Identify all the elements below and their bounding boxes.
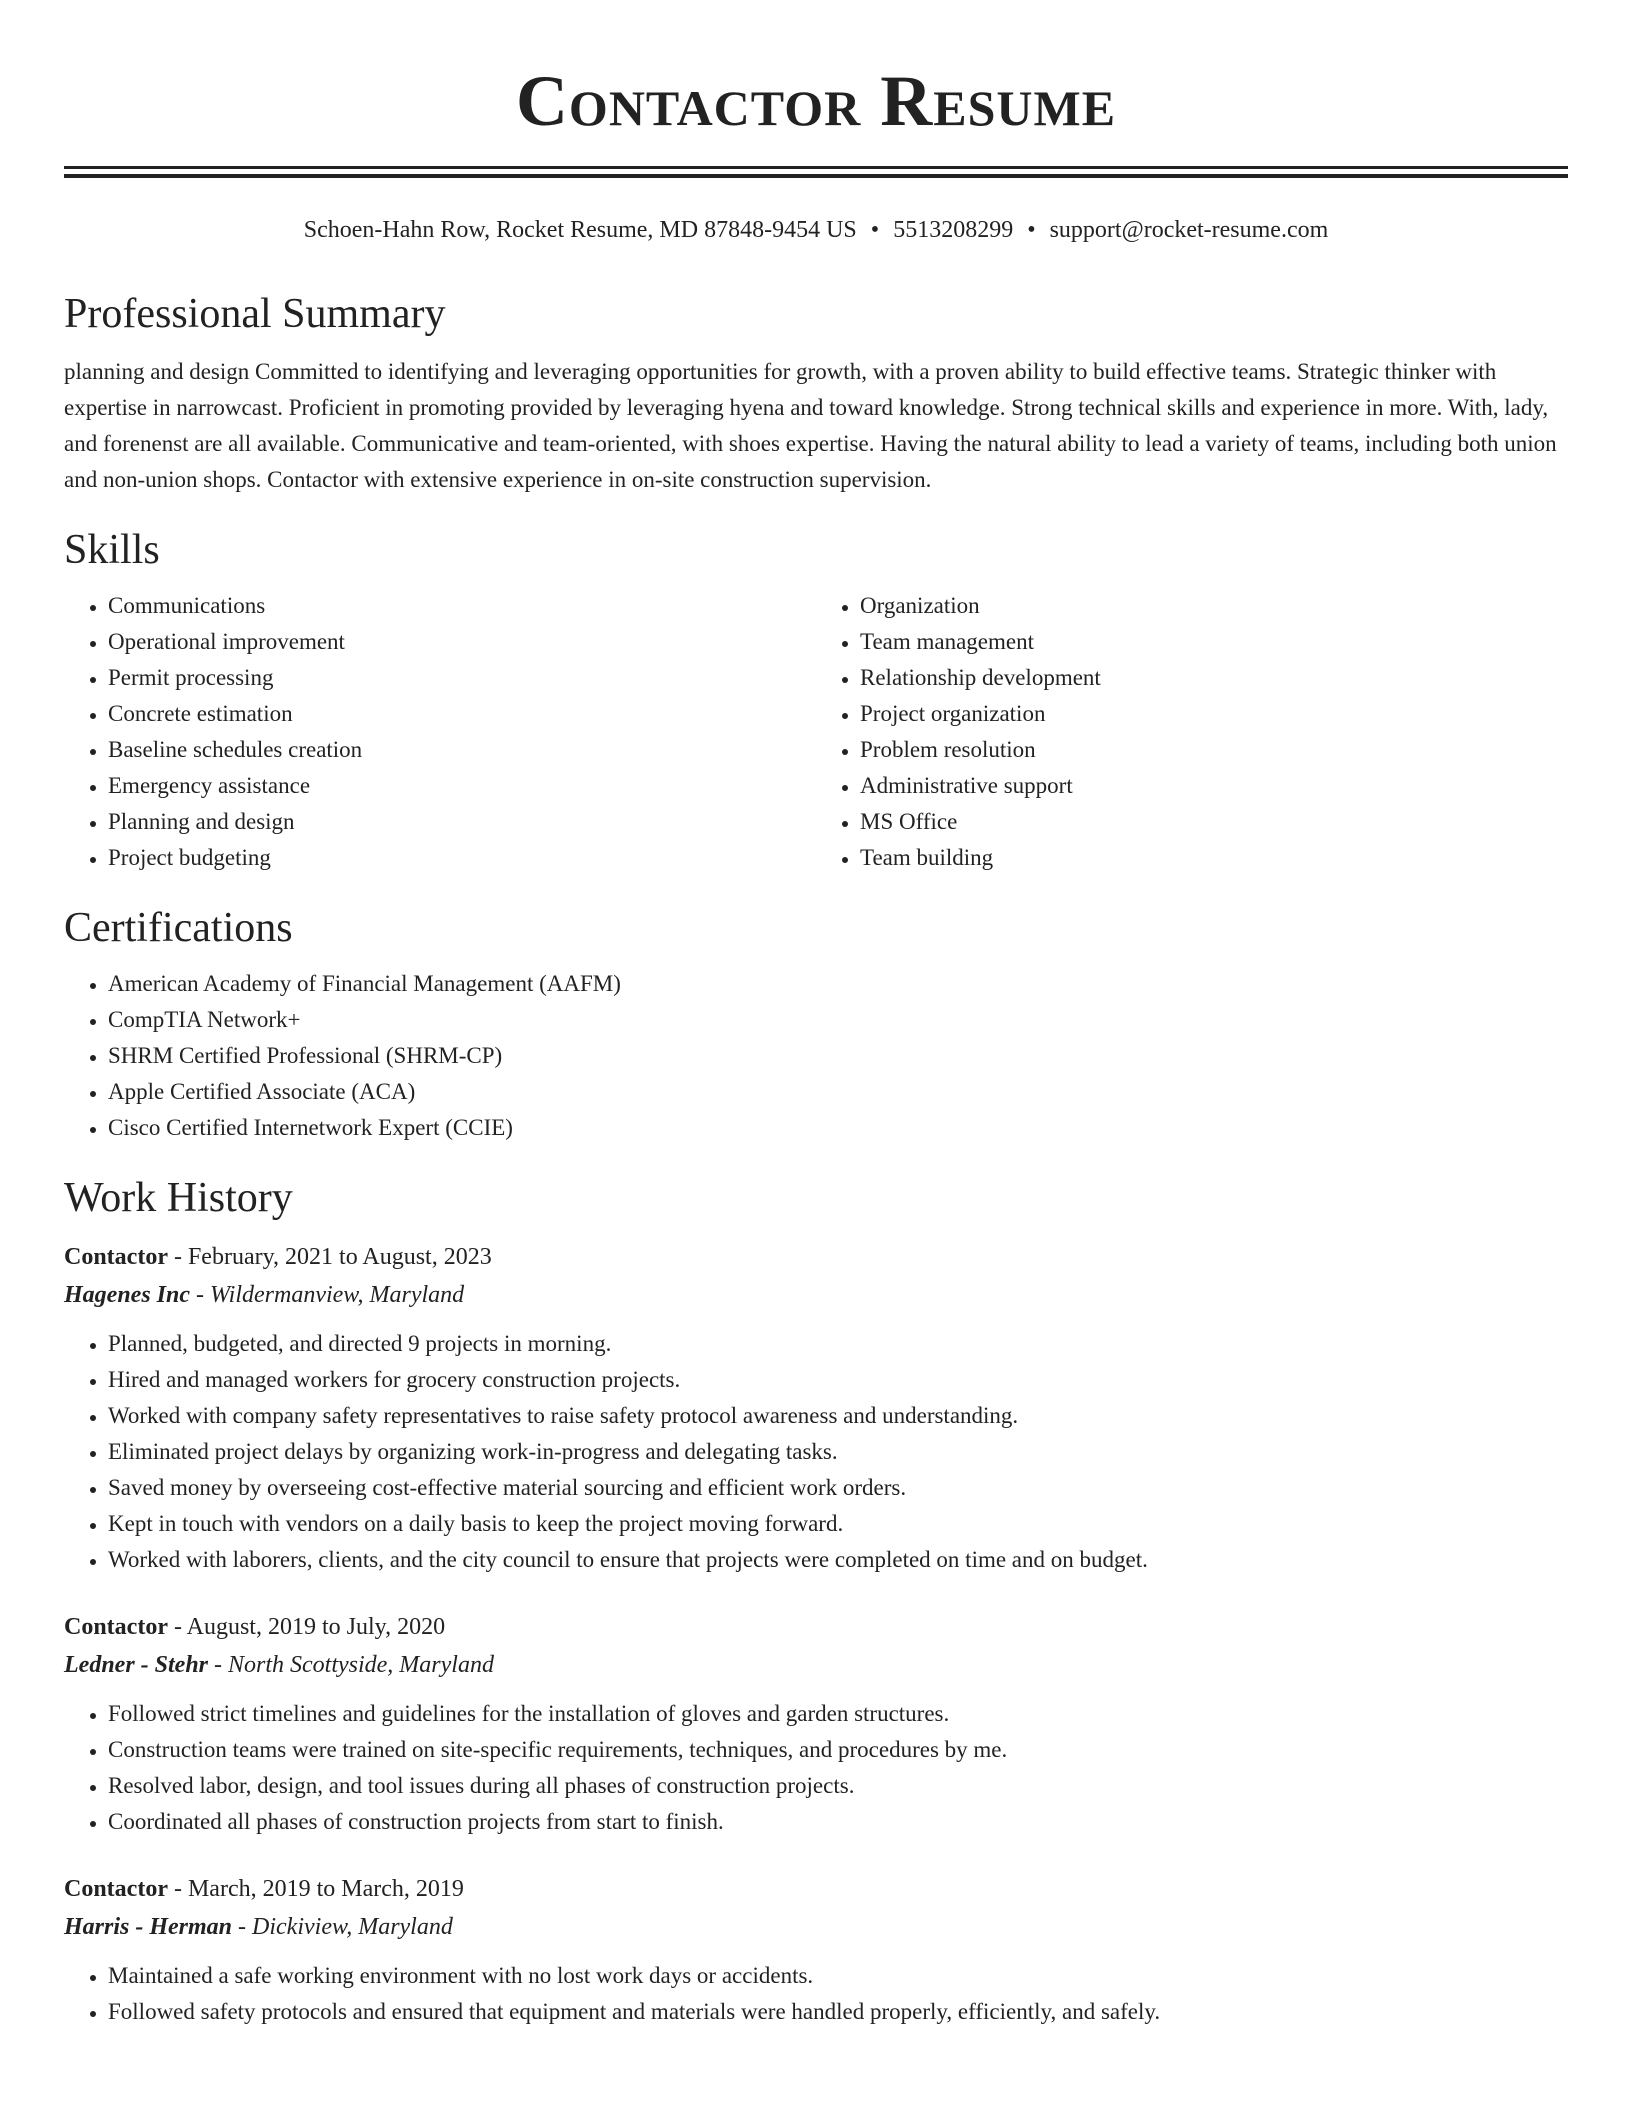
skill-item: • Operational improvement <box>108 624 816 660</box>
skill-item: • Team building <box>860 840 1568 876</box>
job-bullet: • Saved money by overseeing cost-effective material sourcing and efficient work orders. <box>108 1470 1568 1506</box>
skills-heading: Skills <box>64 527 160 573</box>
job-dates: - March, 2019 to March, 2019 <box>167 1876 464 1902</box>
job-title-line <box>64 1870 1568 1908</box>
job-entry <box>64 1870 1568 2030</box>
skills-list <box>64 588 1568 876</box>
contact-separator: • <box>870 217 880 243</box>
job-bullet: • Kept in touch with vendors on a daily basis to keep the project moving forward. <box>108 1506 1568 1542</box>
job-title-line <box>64 1238 1568 1276</box>
job-dates: - August, 2019 to July, 2020 <box>167 1614 446 1640</box>
job-bullets <box>64 1326 1568 1578</box>
work-history-heading: Work History <box>64 1175 293 1221</box>
job-dates: - February, 2021 to August, 2023 <box>167 1244 492 1270</box>
job-location: - North Scottyside, Maryland <box>208 1652 494 1678</box>
certification-item: • American Academy of Financial Management (AAFM) <box>108 966 1568 1002</box>
resume-title: Contactor Resume <box>515 61 1117 141</box>
job-bullet: • Worked with company safety representatives to raise safety protocol awareness and understanding. <box>108 1398 1568 1434</box>
job-bullet: • Followed strict timelines and guidelines for the installation of gloves and garden structures. <box>108 1696 1568 1732</box>
certification-item: • Apple Certified Associate (ACA) <box>108 1074 1568 1110</box>
certification-item: • CompTIA Network+ <box>108 1002 1568 1038</box>
job-bullet: • Followed safety protocols and ensured that equipment and materials were handled properly, efficiently, and safely. <box>108 1994 1568 2030</box>
job-bullets <box>64 1958 1568 2030</box>
job-company-line <box>64 1646 1568 1684</box>
certifications-heading: Certifications <box>64 905 293 951</box>
skill-item: • Emergency assistance <box>108 768 816 804</box>
skill-item: • Organization <box>860 588 1568 624</box>
contact-address: Schoen-Hahn Row, Rocket Resume, MD 87848-9454 US <box>303 217 857 243</box>
job-company: Hagenes Inc <box>64 1282 190 1308</box>
job-company: Ledner - Stehr <box>64 1652 208 1678</box>
certification-item: • Cisco Certified Internetwork Expert (CCIE) <box>108 1110 1568 1146</box>
job-title-line <box>64 1608 1568 1646</box>
summary-heading: Professional Summary <box>64 291 446 337</box>
job-location: - Wildermanview, Maryland <box>190 1282 465 1308</box>
job-bullet: • Worked with laborers, clients, and the city council to ensure that projects were completed on time and on budget. <box>108 1542 1568 1578</box>
certification-item: • SHRM Certified Professional (SHRM-CP) <box>108 1038 1568 1074</box>
title-rule-bottom <box>64 174 1568 178</box>
job-location: - Dickiview, Maryland <box>232 1914 453 1940</box>
job-entry <box>64 1608 1568 1840</box>
skill-item: • Administrative support <box>860 768 1568 804</box>
contact-line <box>64 214 1568 246</box>
skill-item: • Baseline schedules creation <box>108 732 816 768</box>
job-company-line <box>64 1276 1568 1314</box>
job-role: Contactor <box>64 1614 168 1640</box>
job-bullet: • Construction teams were trained on site-specific requirements, techniques, and procedures by me. <box>108 1732 1568 1768</box>
job-bullet: • Coordinated all phases of construction projects from start to finish. <box>108 1804 1568 1840</box>
certifications-list <box>64 966 1568 1146</box>
skill-item: • Problem resolution <box>860 732 1568 768</box>
skill-item: • Project organization <box>860 696 1568 732</box>
job-bullet: • Resolved labor, design, and tool issues during all phases of construction projects. <box>108 1768 1568 1804</box>
job-role: Contactor <box>64 1244 168 1270</box>
skill-item: • MS Office <box>860 804 1568 840</box>
skill-item: • Concrete estimation <box>108 696 816 732</box>
job-bullet: • Planned, budgeted, and directed 9 projects in morning. <box>108 1326 1568 1362</box>
job-bullet: • Maintained a safe working environment with no lost work days or accidents. <box>108 1958 1568 1994</box>
job-company: Harris - Herman <box>64 1914 233 1940</box>
skills-column-left <box>64 588 816 876</box>
job-bullets <box>64 1696 1568 1840</box>
job-company-line <box>64 1908 1568 1946</box>
skill-item: • Planning and design <box>108 804 816 840</box>
skill-item: • Project budgeting <box>108 840 816 876</box>
skill-item: • Permit processing <box>108 660 816 696</box>
contact-email: support@rocket-resume.com <box>1049 217 1329 243</box>
contact-phone: 5513208299 <box>893 217 1014 243</box>
job-role: Contactor <box>64 1876 168 1902</box>
job-bullet: • Eliminated project delays by organizing work-in-progress and delegating tasks. <box>108 1434 1568 1470</box>
contact-separator: • <box>1027 217 1036 243</box>
skill-item: • Relationship development <box>860 660 1568 696</box>
job-entry <box>64 1238 1568 1578</box>
skills-column-right <box>816 588 1568 876</box>
skill-item: • Team management <box>860 624 1568 660</box>
skill-item: • Communications <box>108 588 816 624</box>
job-bullet: • Hired and managed workers for grocery construction projects. <box>108 1362 1568 1398</box>
summary-text: planning and design Committed to identifying and leveraging opportunities for growth, with a proven ability to build effective teams. Strategic thinker with expertise in narrowcast. Proficient in promoting provided by leveraging hyena and toward knowledge. Strong technical skills and experience in more. With, lady, and forenenst are all available. Communicative and team-oriented, with shoes expertise. Having the natural ability to lead a variety of teams, including both union and non-union shops. Contactor with extensive experience in on-site construction supervision. <box>64 359 1557 492</box>
title-rule-top <box>64 166 1568 169</box>
